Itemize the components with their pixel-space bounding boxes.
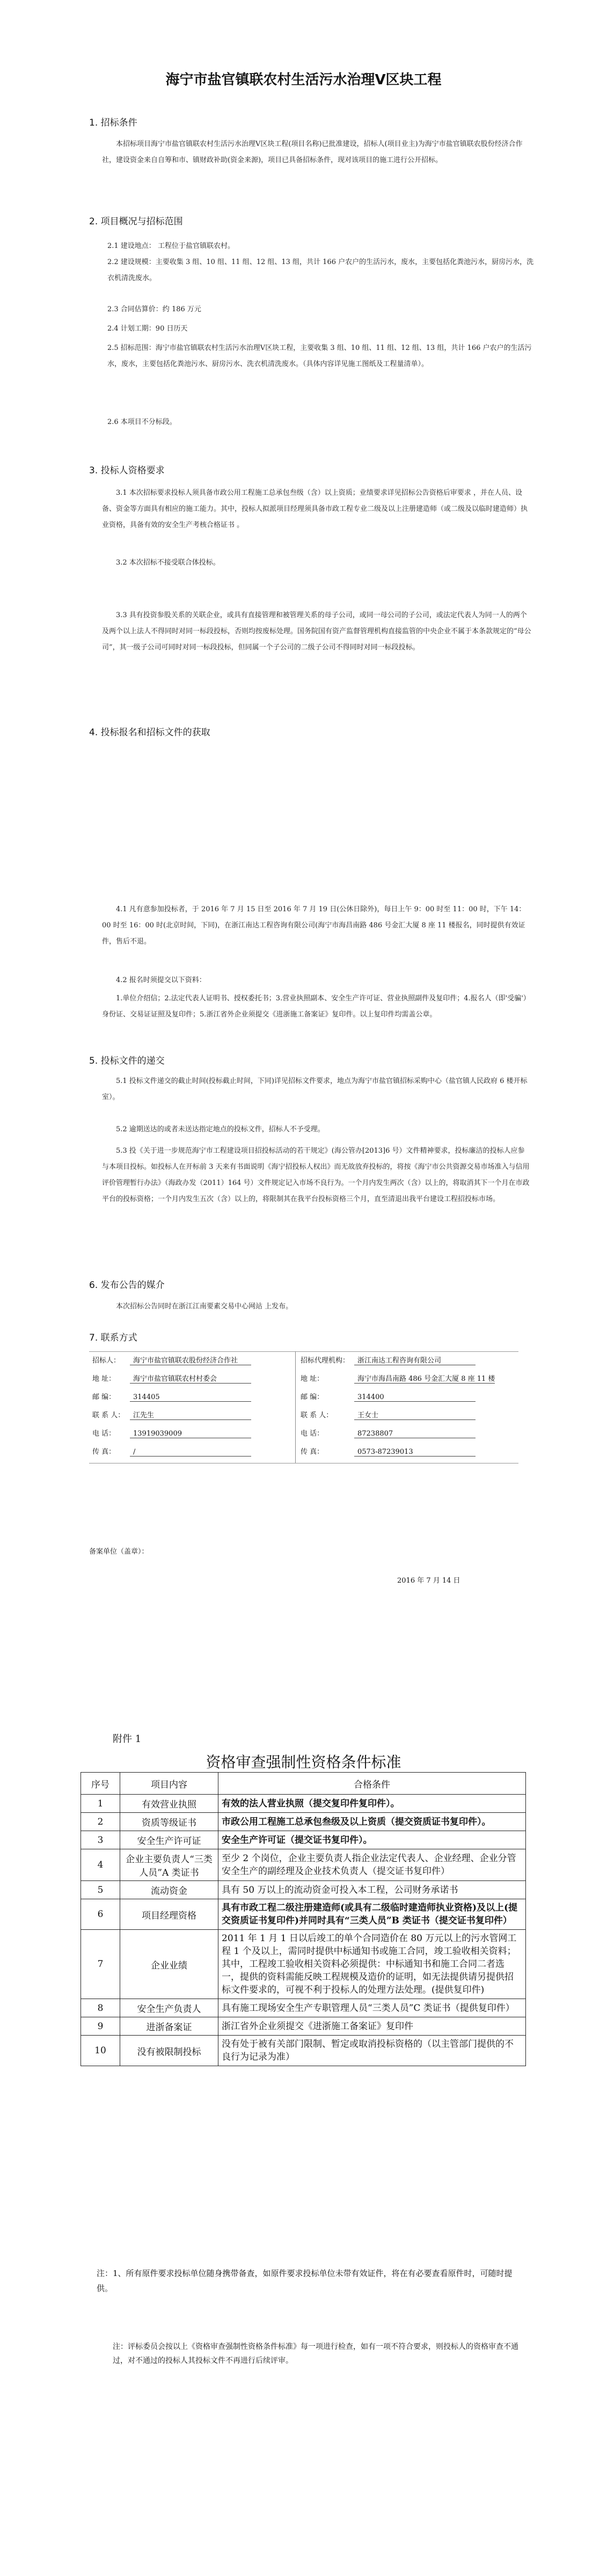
contact-value: 海宁市盐官镇联农村村委会 (130, 1373, 251, 1384)
contact-label: 联 系 人： (92, 1411, 125, 1419)
section-3-item: 3.3 具有投资参股关系的关联企业，或具有直接管理和被管理关系的母子公司，或同一母公司的子公司，或法定代表人为同一人的两个及两个以上法人不得同时对同一标段投标，否则均按废标处理。国务院国有资产监督管理机构直接监管的中央企业不属于本条款规定的“母公司”，其一级子公司可同时对同一标段投标，但同属一个子公司的二级子公司不得同时对同一标段投标。 (102, 611, 531, 652)
contact-value: 海宁市海昌南路 486 号金汇大厦 8 座 11 楼 (354, 1373, 495, 1384)
section-4-heading: 4. 投标报名和招标文件的获取 (89, 727, 210, 738)
row-condition: 安全生产许可证（提交证书复印件）。 (218, 1831, 526, 1849)
row-number: 5 (81, 1881, 120, 1899)
contact-label: 联 系 人： (301, 1411, 333, 1419)
contact-value: 王女士 (354, 1409, 476, 1420)
row-item: 有效营业执照 (120, 1795, 218, 1813)
contact-row (92, 1373, 251, 1384)
section-2-item: 2.3 合同估算价：约 186 万元 (107, 305, 201, 313)
row-number: 4 (81, 1849, 120, 1881)
appendix-label: 附件 1 (113, 1733, 142, 1745)
contact-row (92, 1391, 251, 1402)
section-2-item: 2.2 建设规模：主要收集 3 组、10 组、11 组、12 组、13 组，共计 166 户农户的生活污水，废水，主要包括化粪池污水，厨房污水，洗衣机清洗废水。 (107, 258, 534, 282)
table-row (81, 1813, 526, 1831)
contact-row (301, 1428, 476, 1438)
contact-value: 87238807 (354, 1430, 476, 1438)
contact-row (92, 1428, 251, 1438)
contact-row (301, 1409, 476, 1420)
table-header-number: 序号 (81, 1773, 120, 1795)
contact-divider-top (89, 1351, 518, 1352)
seal-line: 备案单位（盖章）： (89, 1548, 149, 1556)
row-condition: 具有市政工程二级注册建造师(或具有二级临时建造师执业资格)及以上(提交资质证书复印件)并同时具有“三类人员”B 类证书（提交证书复印件） (218, 1899, 526, 1930)
section-3-heading: 3. 投标人资格要求 (89, 465, 165, 476)
section-2-item: 2.4 计划工期：90 日历天 (107, 325, 188, 333)
row-condition: 具有施工现场安全生产专职管理人员“三类人员”C 类证书（提供复印件） (218, 1999, 526, 2017)
row-condition: 市政公用工程施工总承包叁级及以上资质（提交资质证书复印件）。 (218, 1813, 526, 1831)
contact-row (301, 1446, 476, 1457)
requirements-table (81, 1772, 526, 2066)
contact-label: 地 址： (92, 1375, 116, 1383)
contact-divider-middle (295, 1351, 296, 1463)
contact-row (301, 1373, 495, 1384)
section-2-heading: 2. 项目概况与招标范围 (89, 216, 183, 227)
contact-label: 招标代理机构： (301, 1357, 350, 1365)
row-item: 进浙备案证 (120, 2017, 218, 2036)
section-6-body: 本次招标公告同时在浙江江南要素交易中心网站 上发布。 (116, 1302, 293, 1311)
table-header-item: 项目内容 (120, 1773, 218, 1795)
row-item: 企业主要负责人“三类人员”A 类证书 (120, 1849, 218, 1881)
section-5-heading: 5. 投标文件的递交 (89, 1056, 165, 1066)
row-condition: 至少 2 个岗位，企业主要负责人指企业法定代表人、企业经理、企业分管安全生产的副经理及企业技术负责人（提交证书复印件） (218, 1849, 526, 1881)
row-item: 资质等级证书 (120, 1813, 218, 1831)
table-row (81, 1899, 526, 1930)
row-item: 安全生产许可证 (120, 1831, 218, 1849)
contact-label: 电 话： (301, 1430, 324, 1438)
contact-value: 13919039009 (130, 1430, 251, 1438)
section-2-item: 2.5 招标范围：海宁市盐官镇联农村生活污水治理Ⅴ区块工程，主要收集 3 组、10 组、11 组、12 组、13 组，共计 166 户农户的生活污水，废水，主要包括化粪池污水、厨房污水、洗衣机清洗废水。（具体内容详见施工图纸及工程量清单）。 (107, 344, 532, 368)
contact-row (301, 1391, 476, 1402)
section-2-item: 2.6 本项目不分标段。 (107, 418, 177, 426)
section-7-heading: 7. 联系方式 (89, 1333, 137, 1343)
table-row (81, 2017, 526, 2036)
contact-label: 邮 编： (92, 1393, 116, 1401)
contact-value: 314405 (130, 1393, 251, 1402)
contact-row (92, 1355, 251, 1365)
table-row (81, 1881, 526, 1899)
page-title: 海宁市盐官镇联农村生活污水治理Ⅴ区块工程 (165, 72, 442, 88)
row-item: 项目经理资格 (120, 1899, 218, 1930)
row-item: 流动资金 (120, 1881, 218, 1899)
row-condition: 没有处于被有关部门限制、暂定或取消投标资格的（以主管部门提供的不良行为记录为准） (218, 2036, 526, 2066)
contact-row (92, 1409, 251, 1420)
appendix-title: 资格审查强制性资格条件标准 (206, 1753, 401, 1771)
contact-label: 电 话： (92, 1430, 116, 1438)
section-4-item: 1.单位介绍信；2.法定代表人证明书、授权委托书；3.营业执照副本、安全生产许可证、营业执照副件及复印件；4.报名人（即'受骗'）身份证、交易证证照及复印件；5.浙江省外企业须提交《进浙施工备案证》复印件。以上复印件均需盖公章。 (102, 994, 530, 1019)
row-condition: 有效的法人营业执照（提交复印件复印件）。 (218, 1795, 526, 1813)
row-condition: 2011 年 1 月 1 日以后竣工的单个合同造价在 80 万元以上的污水管网工程 1 个及以上，需同时提供中标通知书或施工合同，竣工验收相关资料；其中，工程竣工验收相关资料必须提供：中标通知书和施工合同二者选一，提供的资料需能反映工程规模及造价的证明，如无法提供请另提供招标文件要求的，可视不利于投标人的处理方法处理。(提供复印件) (218, 1930, 526, 1999)
row-number: 2 (81, 1813, 120, 1831)
row-condition: 具有 50 万以上的流动资金可投入本工程，公司财务承诺书 (218, 1881, 526, 1899)
row-item: 安全生产负责人 (120, 1999, 218, 2017)
table-note: 注：1、所有原件要求投标单位随身携带备查，如原件要求投标单位未带有效证件，将在有必要查看原件时，可随时提供。 (97, 2268, 513, 2293)
section-5-item: 5.3 投《关于进一步规范海宁市工程建设项目招投标活动的若干规定》(海公管办[2013]6 号）文件精神要求，投标廉洁的投标人应参与本项目投标。如投标人在开标前 3 天来有书面说明《海宁招投标人权出》而无故放弃投标的，将按《海宁市公共资源交易市场准入与信用评价管理暂行办法》（海政办发（2011）164 号）文件规定记入市场不良行为。一个月内发生两次（含）以上的，将取消其下一个月在市政平台的投标资格；一个月内发生五次（含）以上的，将限制其在我平台投标资格三个月，直至清退出我平台建设工程招投标市场。 (102, 1147, 530, 1203)
contact-label: 传 真： (92, 1448, 116, 1456)
contact-label: 传 真： (301, 1448, 324, 1456)
row-number: 3 (81, 1831, 120, 1849)
contact-row (301, 1355, 476, 1365)
contact-label: 邮 编： (301, 1393, 324, 1401)
contact-value: 海宁市盐官镇联农股份经济合作社 (130, 1355, 251, 1365)
table-row (81, 2036, 526, 2066)
section-4-item: 4.1 凡有意参加投标者，于 2016 年 7 月 15 日至 2016 年 7 月 19 日(公休日除外)，每日上午 9：00 时至 11：00 时，下午 14：00 时至 16：00 时(北京时间，下同)，在浙江南达工程咨询有限公司(海宁市海昌南路 486 号金汇大厦 8 座 11 楼报名，同时提供有效证件，售后不退。 (102, 905, 526, 946)
contact-value: / (130, 1448, 251, 1457)
contact-row (92, 1446, 251, 1457)
contact-label: 招标人： (92, 1357, 121, 1365)
section-3-item: 3.1 本次招标要求投标人须具备市政公用工程施工总承包叁级（含）以上资质；业绩要求详见招标公告资格后审要求 ，并在人员、设备、资金等方面具有相应的施工能力。其中，投标人拟派项目经理须具备市政工程专业二级及以上注册建造师（或二级及以临时建造师）执业资格，具备有效的安全生产考核合格证书 。 (102, 489, 528, 529)
row-item: 没有被限制投标 (120, 2036, 218, 2066)
row-number: 8 (81, 1999, 120, 2017)
section-6-heading: 6. 发布公告的媒介 (89, 1280, 165, 1291)
row-number: 10 (81, 2036, 120, 2066)
contact-value: 314400 (354, 1393, 476, 1402)
row-item: 企业业绩 (120, 1930, 218, 1999)
row-number: 7 (81, 1930, 120, 1999)
section-3-item: 3.2 本次招标不接受联合体投标。 (116, 559, 220, 567)
section-1-heading: 1. 招标条件 (89, 118, 137, 128)
section-1-body: 本招标项目海宁市盐官镇联农村生活污水治理Ⅴ区块工程(项目名称)已批准建设，招标人(项目业主)为海宁市盐官镇联农股份经济合作社，建设资金来自自筹和市、镇财政补助(资金来源)，项目已具备招标条件，现对该项目的施工进行公开招标。 (102, 140, 523, 164)
footer-note: 注：评标委员会按以上《资格审查强制性资格条件标准》每一项进行检查，如有一项不符合要求，则投标人的资格审查不通过，对不通过的投标人其投标文件不再进行后续评审。 (113, 2343, 518, 2365)
section-2-item: 2.1 建设地点： 工程位于盐官镇联农村。 (107, 242, 235, 250)
table-row (81, 1930, 526, 1999)
row-condition: 浙江省外企业须提交《进浙施工备案证》复印件 (218, 2017, 526, 2036)
date-line: 2016 年 7 月 14 日 (397, 1577, 460, 1585)
contact-value: 浙江南达工程咨询有限公司 (354, 1355, 476, 1365)
section-4-item: 4.2 报名时须提交以下资料： (116, 976, 206, 984)
row-number: 6 (81, 1899, 120, 1930)
table-header-condition: 合格条件 (218, 1773, 526, 1795)
contact-value: 江先生 (130, 1409, 251, 1420)
section-5-item: 5.1 投标文件递交的截止时间(投标截止时间，下同)详见招标文件要求，地点为海宁市盐官镇招标采购中心（盐官镇人民政府 6 楼开标室）。 (102, 1077, 528, 1101)
contact-value: 0573-87239013 (354, 1448, 476, 1457)
table-row (81, 1849, 526, 1881)
table-row (81, 1831, 526, 1849)
row-number: 9 (81, 2017, 120, 2036)
contact-label: 地 址： (301, 1375, 324, 1383)
table-row (81, 1795, 526, 1813)
row-number: 1 (81, 1795, 120, 1813)
table-row (81, 1999, 526, 2017)
section-5-item: 5.2 逾期送达的或者未送达指定地点的投标文件，招标人不予受理。 (116, 1125, 325, 1133)
